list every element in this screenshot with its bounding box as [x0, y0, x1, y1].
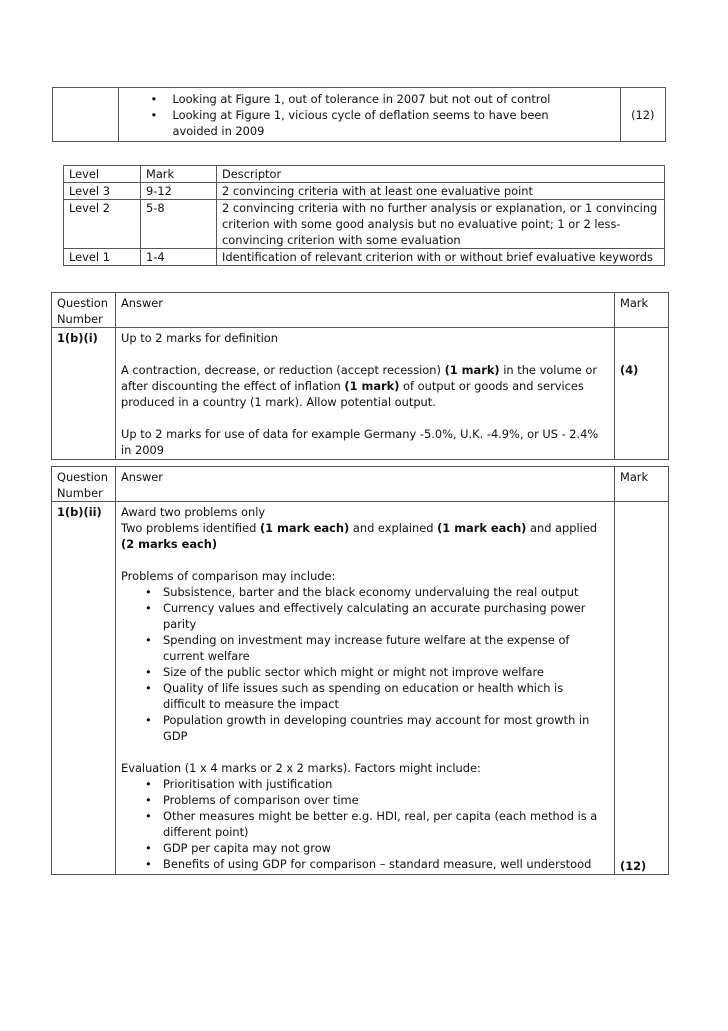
question-1bi-table — [51, 292, 669, 460]
header-level: Level — [64, 166, 141, 183]
list-item: • Looking at Figure 1, vicious cycle of deflation seems to have been avoided in 2009 — [124, 107, 589, 139]
list-item: • Prioritisation with justification — [121, 776, 609, 792]
mark-cell: (12) — [620, 88, 665, 142]
problems-heading: Problems of comparison may include: — [121, 569, 336, 583]
header-question-number: Question Number — [52, 467, 116, 502]
levels-table — [63, 165, 665, 266]
question-1bii-table — [51, 466, 669, 875]
list-item: • Problems of comparison over time — [121, 792, 609, 808]
header-mark: Mark — [615, 293, 669, 328]
header-answer: Answer — [116, 293, 615, 328]
header-descriptor: Descriptor — [217, 166, 665, 183]
list-item: • GDP per capita may not grow — [121, 840, 609, 856]
list-item: • Quality of life issues such as spending on education or health which is difficult to measure the impact — [121, 680, 609, 712]
empty-cell — [53, 88, 119, 142]
list-item: • Subsistence, barter and the black economy undervaluing the real output — [121, 584, 609, 600]
list-item: • Looking at Figure 1, out of tolerance in 2007 but not out of control — [124, 91, 589, 107]
header-mark: Mark — [141, 166, 217, 183]
data-paragraph: Up to 2 marks for use of data for example Germany -5.0%, U.K. -4.9%, or US - 2.4% in 2009 — [121, 427, 599, 457]
definition-paragraph: A contraction, decrease, or reduction (accept recession) (1 mark) in the volume or after discounting the effect of inflation (1 mark) of output or goods and services produced in a country (1 mark). Allow potential output. — [121, 363, 598, 409]
header-question-number: Question Number — [52, 293, 116, 328]
marking-instructions: Two problems identified (1 mark each) and explained (1 mark each) and applied (2 marks each) — [121, 521, 598, 551]
answer-cell — [119, 88, 594, 142]
mark-value: (4) — [620, 363, 639, 377]
answer-cell: Up to 2 marks for definition A contraction, decrease, or reduction (accept recession) (1 mark) in the volume or after discounting the effect of inflation (1 mark) of output or goods and services produced in a country (1 mark). Allow potential output. Up to 2 marks for use of data for example Germany -5.0%, U.K. -4.9%, or US - 2.4% in 2009 — [116, 328, 615, 460]
table-row: Level 1 1-4 Identification of relevant criterion with or without brief evaluative keywords — [64, 249, 665, 266]
table-row: Level 2 5-8 2 convincing criteria with no further analysis or explanation, or 1 convincing criterion with some good analysis but no evaluative point; 1 or 2 less-convincing criterion with some evaluation — [64, 200, 665, 249]
header-mark: Mark — [615, 467, 669, 502]
mark-value: (12) — [620, 859, 647, 873]
evaluation-heading: Evaluation (1 x 4 marks or 2 x 2 marks). Factors might include: — [121, 761, 481, 775]
list-item: • Spending on investment may increase future welfare at the expense of current welfare — [121, 632, 609, 664]
answer-cell: Award two problems only Two problems identified (1 mark each) and explained (1 mark each) and applied (2 marks each) Problems of comparison may include: • Subsistence, barter and the black economy undervaluing the real output • Currency values and effectively calculating an accurate purchasing power parity • Spending on investment may increase future welfare at the expense of current welfare • Size of the public sector which might or might not improve welfare • Quality of life issues such as spending on education or health which is difficult to measure the impact • Population growth in developing countries may account for most growth in GDP Evaluation (1 x 4 marks or 2 x 2 marks). Factors might include: • Prioritisation with justification • Problems of comparison over time • Other measures might be better e.g. HDI, real, per capita (each method is a different point) • GDP per capita may not grow • Benefits of using GDP for comparison – standard measure, well understood — [116, 502, 615, 875]
top-answer-table — [52, 87, 666, 142]
list-item: • Other measures might be better e.g. HDI, real, per capita (each method is a different point) — [121, 808, 609, 840]
list-item: • Size of the public sector which might or might not improve welfare — [121, 664, 609, 680]
header-answer: Answer — [116, 467, 615, 502]
evaluation-list — [121, 776, 609, 872]
problems-list — [121, 584, 609, 744]
question-number: 1(b)(i) — [57, 331, 98, 345]
list-item: • Currency values and effectively calculating an accurate purchasing power parity — [121, 600, 609, 632]
list-item: • Population growth in developing countries may account for most growth in GDP — [121, 712, 609, 744]
table-row: Level 3 9-12 2 convincing criteria with at least one evaluative point — [64, 183, 665, 200]
question-number: 1(b)(ii) — [57, 505, 102, 519]
list-item: • Benefits of using GDP for comparison – standard measure, well understood — [121, 856, 609, 872]
